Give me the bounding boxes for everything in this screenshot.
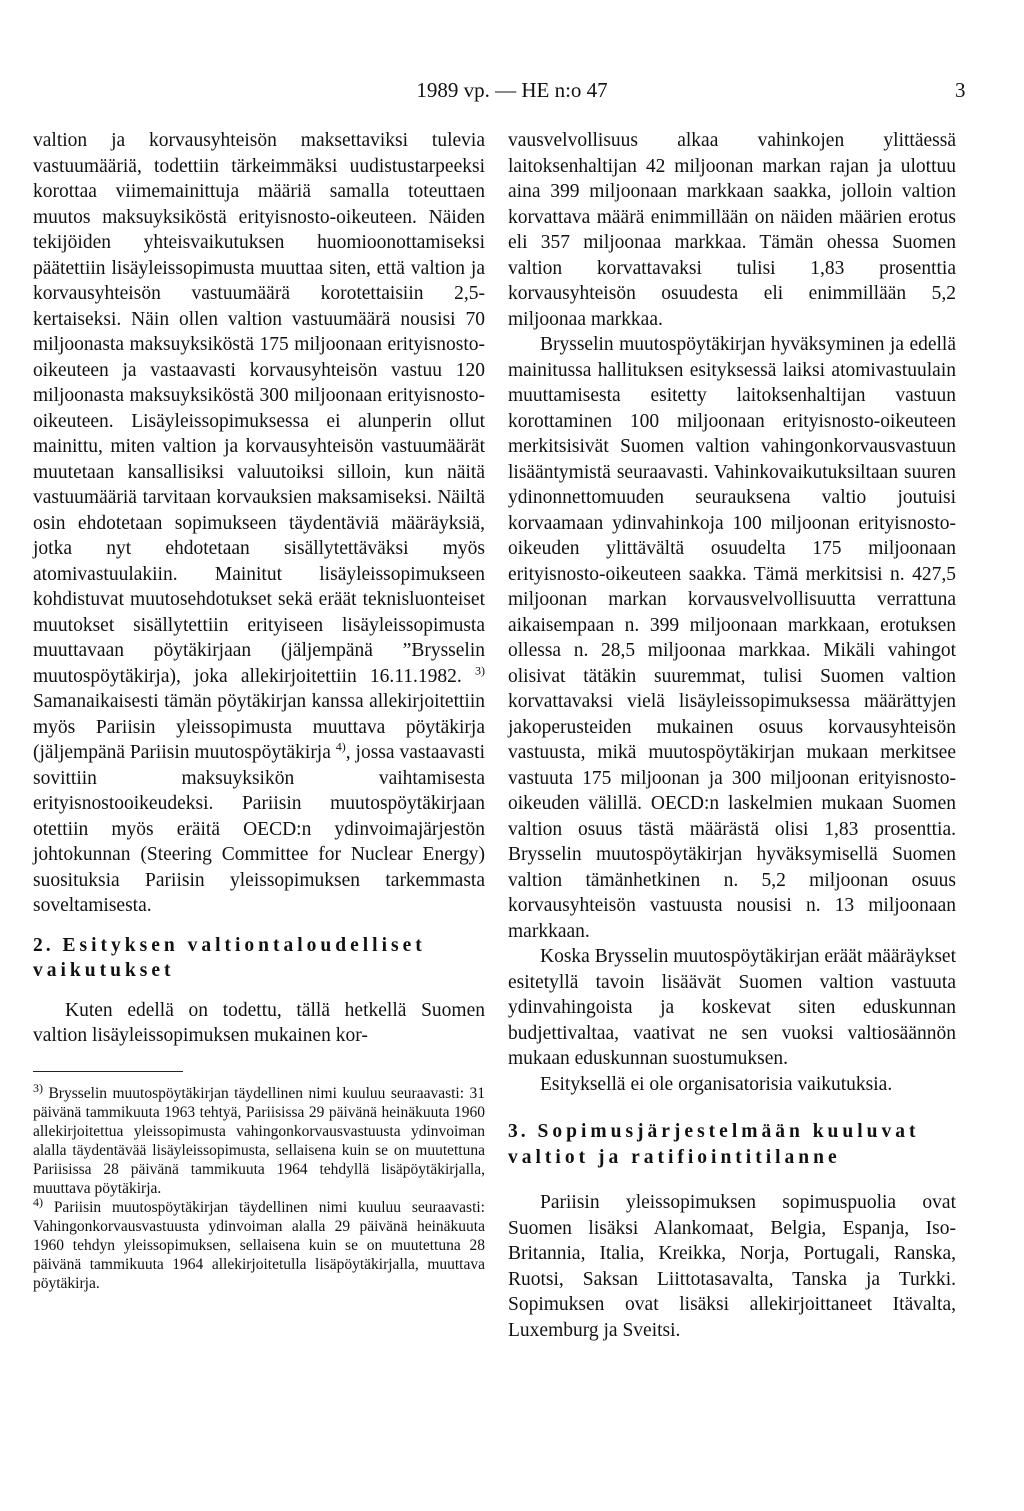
paragraph: Koska Brysselin muutospöytäkirjan eräät määräykset esitetyllä tavoin lisäävät Suomen valtion vastuuta ydinvahingoista ja koskevat siten eduskunnan budjettivaltaa, vaativat ne sen vuoksi valtiosäännön mukaan eduskunnan suostumuksen. — [508, 946, 956, 1069]
footnote-3: $^{3)}$ Brysselin muutospöytäkirjan täydellinen nimi kuuluu seuraavasti: 31 päivänä tammikuuta 1963 tehtyä, Pariisissa 29 päivänä heinäkuuta 1960 allekirjoitettua yleissopimusta vahingonkorvausvastuusta ydinvoiman alalla täydentävää lisäyleissopimusta, sellaisena kuin se on muutettuna Pariisissa 28 päivänä tammikuuta 1964 tehdyllä lisäpöytäkirjalla, muuttava pöytäkirja. — [33, 1080, 485, 1197]
paragraph: Brysselin muutospöytäkirjan hyväksyminen ja edellä mainitussa hallituksen esityksessä laiksi atomivastuulain muuttamisesta esitetty laitoksenhaltijan vastuun korottaminen 100 miljoonaan erityisnosto-oikeuteen merkitsisivät Suomen valtion vahingonkorvausvastuun lisääntymistä seuraavasti. Vahinkovaikutuksiltaan suuren ydinonnettomuuden seurauksena valtio joutuisi korvaamaan ydinvahinkoja 100 miljoonan erityisnosto-oikeuden ylittävältä osuudelta 175 miljoonaan erityisnosto-oikeuteen saakka. Tämä merkitsisi n. 427,5 miljoonan markan korvausvelvollisuutta verrattuna aikaisempaan n. 399 miljoonaan markkaan, erotuksen ollessa n. 28,5 miljoonaa markkaa. Mikäli vahingot olisivat tätäkin suuremmat, tulisi Suomen valtion korvattavaksi vielä lisäyleissopimuksessa määrättyjen jakoperusteiden mukainen osuus korvausyhteisön vastuusta, mikä muutospöytäkirjan mukaan merkitsee vastuuta 175 miljoonan ja 300 miljoonan erityisnosto-oikeuden välillä. OECD:n laskelmien mukaan Suomen valtion osuus tästä määrästä olisi 1,83 prosenttia. Brysselin muutospöytäkirjan hyväksymisellä Suomen valtion tämänhetkinen n. 5,2 miljoonan osuus korvausyhteisön vastuusta nousisi n. 13 miljoonaan markkaan. — [508, 334, 956, 942]
right-column — [508, 128, 956, 1343]
footnote-ref: 4) — [335, 739, 346, 754]
running-title: 1989 vp. — HE n:o 47 — [416, 78, 608, 102]
section-heading: 3. Sopimusjärjestelmään kuuluvat valtiot ja ratifiointitilanne — [508, 1121, 920, 1168]
page-header — [0, 78, 1024, 108]
left-column — [33, 128, 485, 1293]
paragraph: Kuten edellä on todettu, tällä hetkellä Suomen valtion lisäyleissopimuksen mukainen kor- — [33, 999, 485, 1046]
footnote-4: $^{4)}$ Pariisin muutospöytäkirjan täydellinen nimi kuuluu seuraavasti: Vahingonkorvausvastuusta ydinvoiman alalla 29 päivänä heinäkuuta 1960 tehdyn yleissopimuksen, sellaisena kuin se on muutettuna 28 päivänä tammikuuta 1964 allekirjoitetulla lisäpöytäkirjalla, muuttava pöytäkirja. — [33, 1194, 485, 1292]
section-heading: 2. Esityksen valtiontaloudelliset vaikutukset — [33, 934, 426, 981]
page-number: 3 — [955, 78, 966, 102]
paragraph: Pariisin yleissopimuksen sopimuspuolia ovat Suomen lisäksi Alankomaat, Belgia, Espanja, Iso-Britannia, Italia, Kreikka, Norja, Portugali, Ranska, Ruotsi, Saksan Liittotasavalta, Tanska ja Turkki. Sopimuksen ovat lisäksi allekirjoittaneet Itävalta, Luxemburg ja Sveitsi. — [508, 1192, 956, 1341]
paragraph: vausvelvollisuus alkaa vahinkojen ylittäessä laitoksenhaltijan 42 miljoonan markan rajan ja ulottuu aina 399 miljoonaan markkaan saakka, jolloin valtion korvattava määrä enimmillään on näiden määrien erotus eli 357 miljoonaa markkaa. Tämän ohessa Suomen valtion korvattavaksi tulisi 1,83 prosenttia korvausyhteisön osuudesta eli enimmillään 5,2 miljoonaa markkaa. — [508, 130, 956, 330]
paragraph: Esityksellä ei ole organisatorisia vaikutuksia. — [540, 1073, 893, 1095]
footnote-divider — [33, 1071, 183, 1072]
paragraph: valtion ja korvausyhteisön maksettaviksi tulevia vastuumääriä, todettiin tärkeimmäksi uudistustarpeeksi korottaa viimemainittuja määriä samalla toteuttaen muutos maksuyksiköstä erityisnosto-oikeuteen. Näiden tekijöiden yhteisvaikutuksen huomioonottamiseksi päätettiin lisäyleissopimusta muuttaa siten, että valtion ja korvausyhteisön vastuumäärä korotettaisiin 2,5-kertaiseksi. Näin ollen valtion vastuumäärä nousisi 70 miljoonasta maksuyksiköstä 175 miljoonaan erityisnosto-oikeuteen ja vastaavasti korvausyhteisön vastuu 120 miljoonasta maksuyksiköstä 300 miljoonaan erityisnosto-oikeuteen. Lisäyleissopimuksessa ei alunperin ollut mainittu, miten valtion ja korvausyhteisön vastuumäärät muutetaan kansallisiksi valuutoiksi silloin, kun näitä vastuumääriä tarvitaan korvauksien maksamiseksi. Näiltä osin ehdotetaan sopimukseen täydentäviä määräyksiä, jotka nyt ehdotetaan sisällytettäväksi myös atomivastuulakiin. Mainitut lisäyleissopimukseen kohdistuvat muutosehdotukset sekä eräät teknisluonteiset muutokset sisällytettiin erityiseen lisäyleissopimusta muuttavaan pöytäkirjaan (jäljempänä ”Brysselin muutospöytäkirja), joka allekirjoitettiin 16.11.1982. $^{3)}$ Samanaikaisesti tämän pöytäkirjan kanssa allekirjoitettiin myös Pariisin yleissopimusta muuttava pöytäkirja (jäljempänä Pariisin muutospöytäkirja $^{4)}$, jossa vastaavasti sovittiin maksuyksikön vaihtamisesta erityisnostooikeudeksi. Pariisin muutospöytäkirjaan otettiin myös eräitä OECD:n ydinvoimajärjestön johtokunnan (Steering Committee for Nuclear Energy) suosituksia Pariisin yleissopimuksen tarkemmasta soveltamisesta. — [33, 130, 485, 916]
footnote-ref: 3) — [475, 663, 485, 677]
